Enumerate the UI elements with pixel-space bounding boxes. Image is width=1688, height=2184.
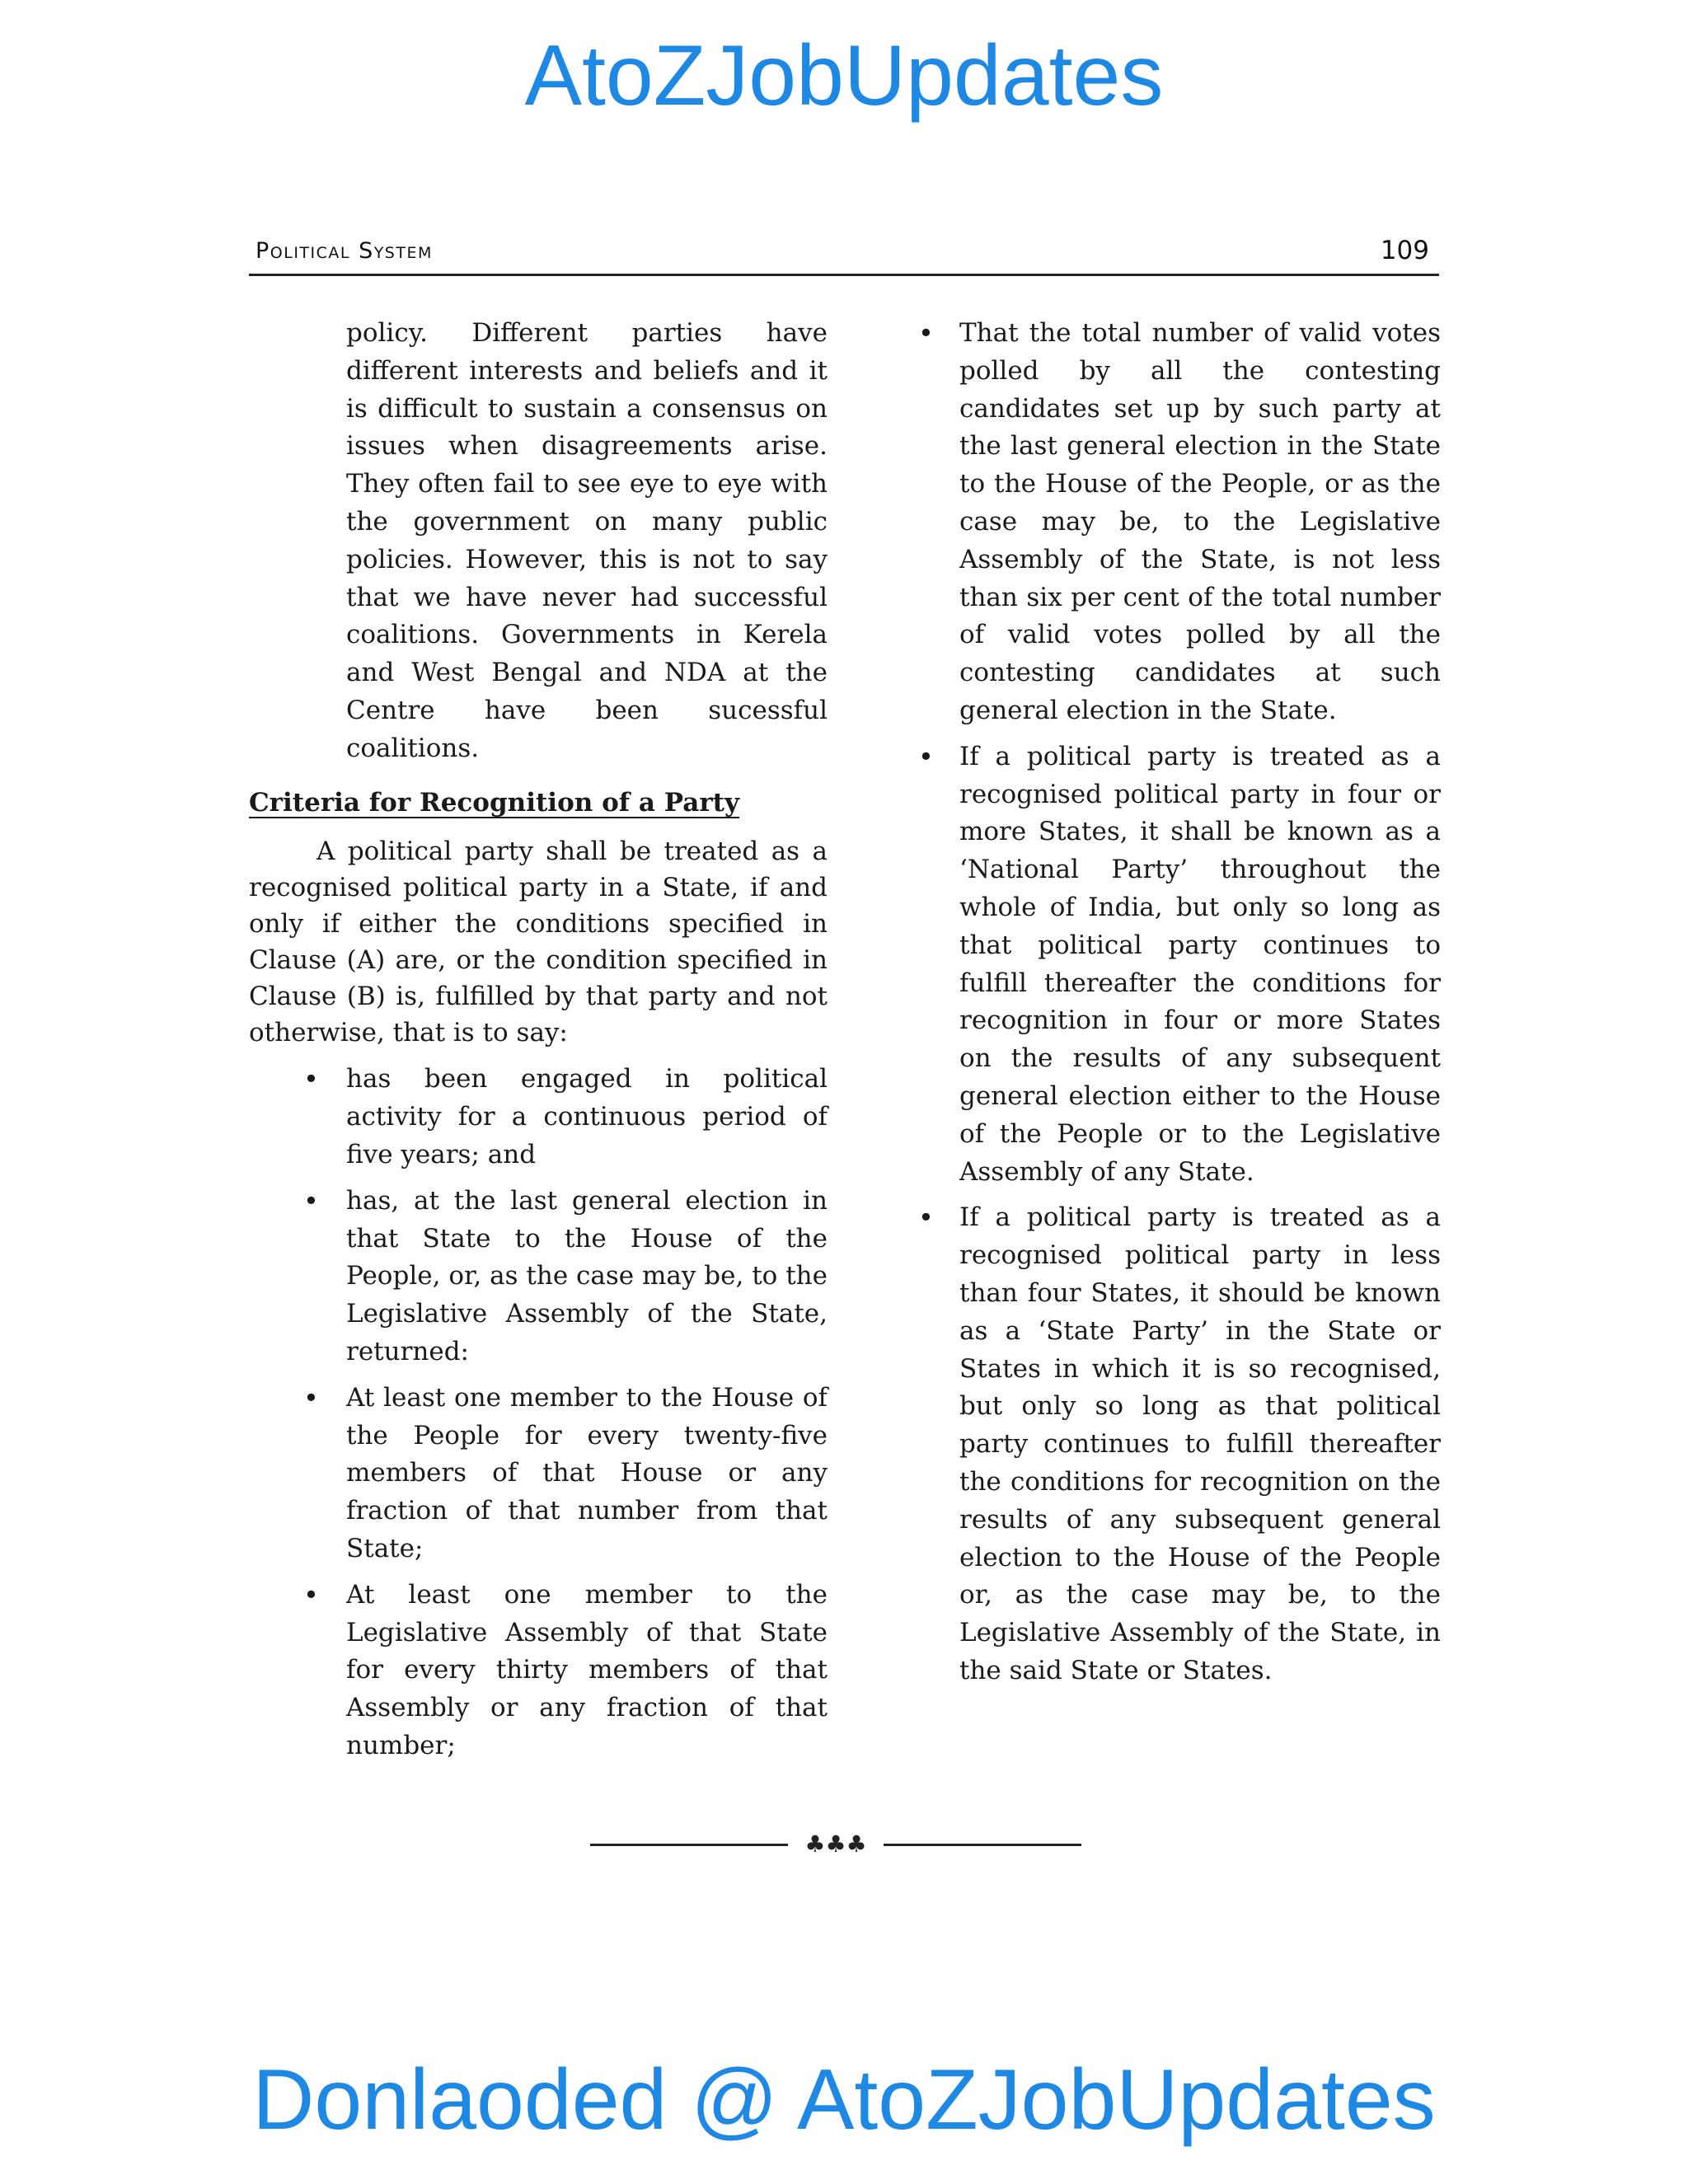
list-item <box>249 1061 828 1174</box>
intro-paragraph: A political party shall be treated as a recognised political party in a State, if and only if either the conditions specified in Clause (A) are, or the condition specified in Clause (B) is, fulfilled by that party and not otherwise, that is to say: <box>249 837 828 1048</box>
list-item-text: has, at the last general election in that State to the House of the People, or, as the case may be, to the Legislative Assembly of the State, returned: <box>346 1185 828 1366</box>
bullet-icon: • <box>918 740 934 772</box>
running-header <box>249 227 1439 276</box>
page-number: 109 <box>1380 236 1429 265</box>
list-item <box>249 1577 828 1765</box>
list-item-text: That the total number of valid votes polled by all the contesting candidates set up by such party at the last general election in the State to the House of the People, or as the case may be, to the Legislative Assembly of the State, is not less than six per cent of the total number of valid votes polled by all the contesting candidates at such general election in the State. <box>959 318 1441 725</box>
club-ornament-icon: ♣♣♣ <box>804 1830 867 1858</box>
list-item <box>913 1199 1441 1690</box>
section-heading: Criteria for Recognition of a Party <box>249 787 739 818</box>
list-item <box>913 315 1441 730</box>
divider-line-right <box>884 1844 1081 1846</box>
bullet-icon: • <box>918 1202 934 1234</box>
bullet-icon: • <box>918 317 934 349</box>
watermark-bottom: Donlaoded @ AtoZJobUpdates <box>252 2052 1436 2148</box>
chapter-end-divider <box>590 1828 1081 1861</box>
bullet-icon: • <box>303 1063 319 1095</box>
bullet-icon: • <box>303 1381 319 1413</box>
list-item <box>249 1183 828 1371</box>
running-title: Political System <box>256 238 433 264</box>
list-item <box>913 738 1441 1192</box>
continuation-paragraph: policy. Different parties have different interests and beliefs and it is difficult to sustain a consensus on issues when disagreements arise. They often fail to see eye to eye with the government on many public policies. However, this is not to say that we have never had successful coalitions. Governments in Kerela and West Bengal and NDA at the Centre have been sucessful coalitions. <box>346 318 828 763</box>
left-column <box>249 315 828 1774</box>
divider-line-left <box>590 1844 788 1846</box>
list-item-text: If a political party is treated as a recognised political party in less than four States, it should be known as a ‘State Party’ in the State or States in which it is so recognised, but only so long as that political party continues to fulfill thereafter the conditions for recognition on the results of any subsequent general election to the House of the People or, as the case may be, to the Legislative Assembly of the State, in the said State or States. <box>959 1202 1441 1685</box>
list-item <box>249 1380 828 1568</box>
criteria-list-continued <box>913 315 1441 1690</box>
list-item-text: has been engaged in political activity for a continuous period of five years; and <box>346 1064 828 1169</box>
watermark-top: AtoZJobUpdates <box>524 28 1164 124</box>
list-item-text: At least one member to the House of the People for every twenty-five members of that House or any fraction of that number from that State; <box>346 1382 828 1563</box>
right-column <box>913 315 1441 1699</box>
bullet-icon: • <box>303 1184 319 1216</box>
list-item-text: If a political party is treated as a recognised political party in four or more States, it shall be known as a ‘National Party’ throughout the whole of India, but only so long as that political party continues to fulfill thereafter the conditions for recognition in four or more States on the results of any subsequent general election either to the House of the People or to the Legislative Assembly of any State. <box>959 741 1441 1187</box>
bullet-icon: • <box>303 1578 319 1610</box>
criteria-list <box>249 1061 828 1765</box>
list-item-text: At least one member to the Legislative Assembly of that State for every thirty members of that Assembly or any fraction of that number; <box>346 1579 828 1760</box>
